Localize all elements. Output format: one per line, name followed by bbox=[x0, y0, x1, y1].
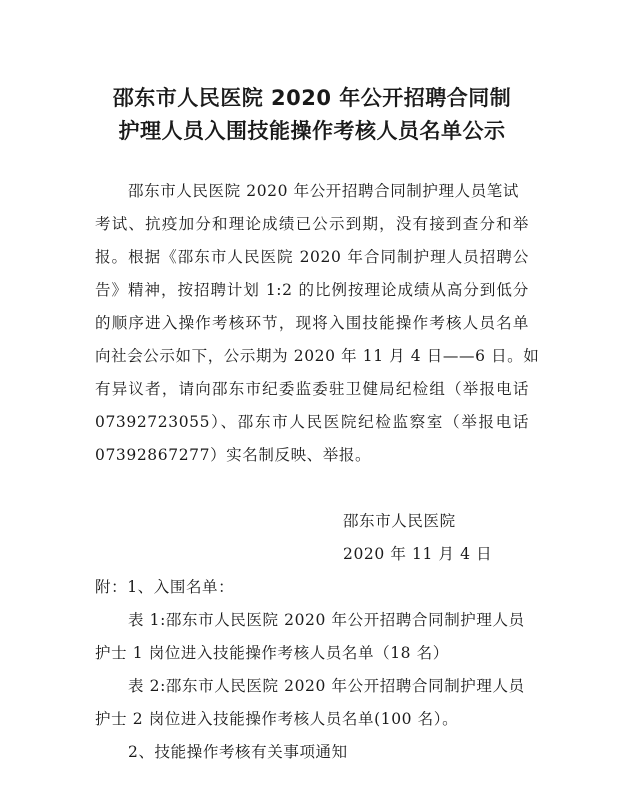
body-line-9: 07392867277）实名制反映、举报。 bbox=[95, 446, 372, 464]
table2-line-1: 表 2:邵东市人民医院 2020 年公开招聘合同制护理人员 bbox=[128, 677, 525, 695]
body-line-2: 考试、抗疫加分和理论成绩已公示到期，没有接到查分和举 bbox=[95, 215, 529, 233]
body-line-6: 向社会公示如下，公示期为 2020 年 11 月 4 日——6 日。如 bbox=[95, 347, 540, 365]
table1-line-1: 表 1:邵东市人民医院 2020 年公开招聘合同制护理人员 bbox=[128, 611, 525, 629]
signature-org: 邵东市人民医院 bbox=[343, 512, 456, 530]
body-line-7: 有异议者，请向邵东市纪委监委驻卫健局纪检组（举报电话 bbox=[95, 380, 529, 398]
attachments-heading: 附：1、入围名单： bbox=[95, 578, 235, 596]
table2-line-2: 护士 2 岗位进入技能操作考核人员名单(100 名）。 bbox=[95, 710, 459, 728]
body-line-5: 的顺序进入操作考核环节，现将入围技能操作考核人员名单 bbox=[95, 314, 529, 332]
table1-line-2: 护士 1 岗位进入技能操作考核人员名单（18 名） bbox=[95, 644, 449, 662]
title-line-2: 护理人员入围技能操作考核人员名单公示 bbox=[118, 119, 506, 143]
signature-date: 2020 年 11 月 4 日 bbox=[343, 545, 493, 563]
body-line-4: 告》精神，按招聘计划 1:2 的比例按理论成绩从高分到低分 bbox=[95, 281, 529, 299]
body-line-1: 邵东市人民医院 2020 年公开招聘合同制护理人员笔试 bbox=[128, 182, 520, 200]
body-line-8: 07392723055）、邵东市人民医院纪检监察室（举报电话 bbox=[95, 413, 529, 431]
title-line-1: 邵东市人民医院 2020 年公开招聘合同制 bbox=[112, 86, 512, 110]
attachment-item-2: 2、技能操作考核有关事项通知 bbox=[128, 743, 348, 761]
body-line-3: 报。根据《邵东市人民医院 2020 年合同制护理人员招聘公 bbox=[95, 248, 529, 266]
